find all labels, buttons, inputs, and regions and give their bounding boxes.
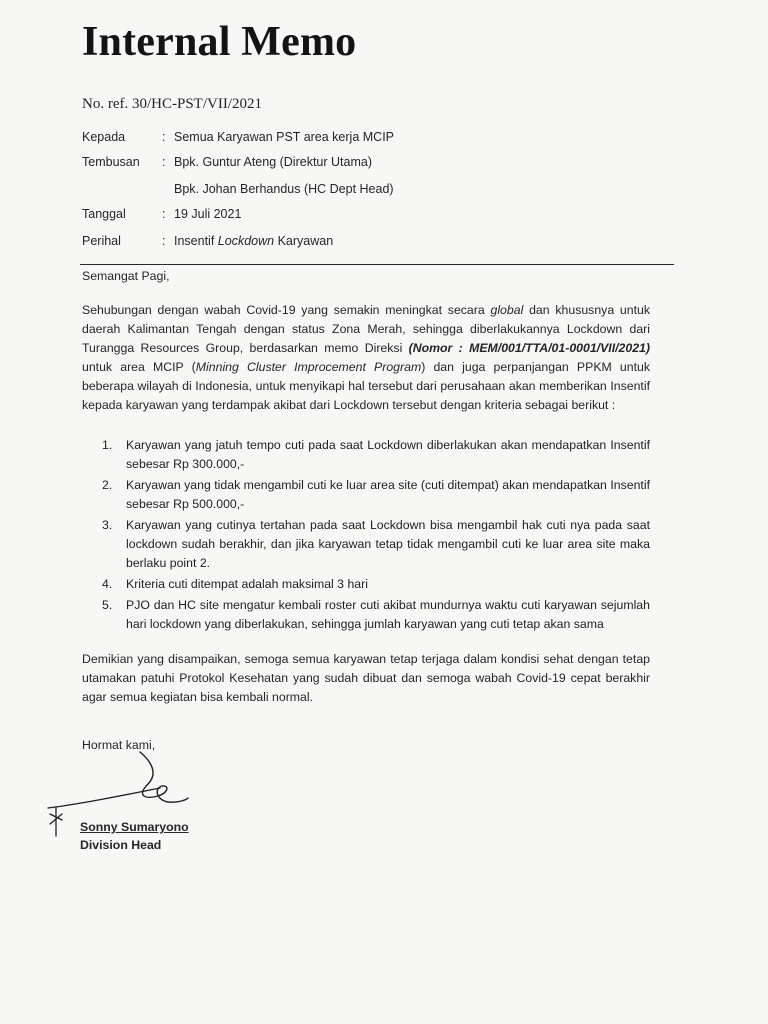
list-item: 5. PJO dan HC site mengatur kembali roster cuti akibat mundurnya waktu cuti karyawan sejumlah hari lockdown yang diberlakukan, sehingga jumlah karyawan yang cuti tetap akan sama bbox=[102, 598, 650, 631]
list-item: 3. Karyawan yang cutinya tertahan pada saat Lockdown bisa mengambil hak cuti nya pada saat lockdown sudah berakhir, dan jika karyawan tetap tidak mengambil cuti ke luar area site maka berlaku point 2. bbox=[102, 518, 650, 570]
meta-value: Semua Karyawan PST area kerja MCIP bbox=[174, 130, 395, 144]
meta-value: Insentif Lockdown Karyawan bbox=[174, 234, 334, 248]
memo-page: Internal Memo No. ref. 30/HC-PST/VII/2021 Kepada : Semua Karyawan PST area kerja MCIP Tembusan : Bpk. Guntur Ateng (Direktur Utama) Bpk. Johan Berhandus (HC Dept Head) Tanggal : 19 Juli 2021 Perihal : Insentif Lockdown Karyawan Semangat Pagi, Sehubungan dengan wabah Covid-19 yang semakin meningkat secara global dan khususnya untuk daerah Kalimantan Tengah dengan status Zona Merah, sehingga diberlakukannya Lockdown dari Turangga Resources Group, berdasarkan memo Direksi (Nomor : MEM/001/TTA/01-0001/VII/2021) untuk area MCIP (Minning Cluster Improcement Program) dan juga perpanjangan PPKM untuk beberapa wilayah di Indonesia, untuk menyikapi hal tersebut dari perusahaan akan memberikan Insentif kepada karyawan yang terdampak akibat dari Lockdown tersebut dengan kriteria sebagai berikut : 1. Karyawan yang jatuh tempo cuti pada saat Lockdown diberlakukan akan mendapatkan Insentif sebesar Rp 300.000,- 2. Karyawan yang tidak mengambil cuti ke luar area site (cuti ditempat) akan mendapatkan Insentif sebesar Rp 500.000,- 3. Karyawan yang cutinya tertahan pada saat Lockdown bisa mengambil hak cuti nya pada saat lockdown sudah berakhir, dan jika karyawan tetap tidak mengambil cuti ke luar area site maka berlaku point 2. 4. Kriteria cuti ditempat adalah maksimal 3 hari 5. PJO dan HC site mengatur kembali roster cuti akibat mundurnya waktu cuti karyawan sejumlah hari lockdown yang diberlakukan, sehingga jumlah karyawan yang cuti tetap akan sama Demikian yang disampaikan, semoga semua karyawan tetap terjaga dalam kondisi sehat dengan tetap utamakan patuhi Protokol Kesehatan yang sudah dibuat dan semoga wabah Covid-19 cepat berakhir agar semua kegiatan bisa kembali normal. Hormat kami, Sonny Sumaryono Division Head bbox=[0, 0, 768, 1024]
header-divider bbox=[80, 264, 674, 265]
greeting: Semangat Pagi, bbox=[82, 269, 170, 283]
criteria-list bbox=[82, 436, 650, 634]
meta-label: Tembusan bbox=[82, 155, 140, 169]
closing-paragraph: Demikian yang disampaikan, semoga semua karyawan tetap terjaga dalam kondisi sehat dengan tetap utamakan patuhi Protokol Kesehatan yang sudah dibuat dan semoga wabah Covid-19 cepat berakhir agar semua kegiatan bisa kembali normal. bbox=[82, 652, 650, 704]
meta-value: Bpk. Guntur Ateng (Direktur Utama) bbox=[174, 155, 372, 169]
meta-label: Kepada bbox=[82, 130, 126, 144]
signer-title: Division Head bbox=[80, 838, 162, 852]
intro-paragraph: Sehubungan dengan wabah Covid-19 yang semakin meningkat secara global dan khususnya untuk daerah Kalimantan Tengah dengan status Zona Merah, sehingga diberlakukannya Lockdown dari Turangga Resources Group, berdasarkan memo Direksi (Nomor : MEM/001/TTA/01-0001/VII/2021) untuk area MCIP (Minning Cluster Improcement Program) dan juga perpanjangan PPKM untuk beberapa wilayah di Indonesia, untuk menyikapi hal tersebut dari perusahaan akan memberikan Insentif kepada karyawan yang terdampak akibat dari Lockdown tersebut dengan kriteria sebagai berikut : bbox=[82, 303, 651, 412]
memo-reference-number: No. ref. 30/HC-PST/VII/2021 bbox=[82, 96, 262, 112]
meta-label: Perihal bbox=[82, 234, 121, 248]
list-item: 2. Karyawan yang tidak mengambil cuti ke luar area site (cuti ditempat) akan mendapatkan Insentif sebesar Rp 500.000,- bbox=[102, 478, 650, 511]
closing-salutation: Hormat kami, bbox=[82, 738, 156, 752]
signer-name: Sonny Sumaryono bbox=[80, 820, 189, 834]
list-item: 4. Kriteria cuti ditempat adalah maksimal 3 hari bbox=[102, 577, 368, 591]
list-item: 1. Karyawan yang jatuh tempo cuti pada saat Lockdown diberlakukan akan mendapatkan Insentif sebesar Rp 300.000,- bbox=[102, 438, 650, 471]
memo-title: Internal Memo bbox=[82, 19, 357, 65]
meta-value: Bpk. Johan Berhandus (HC Dept Head) bbox=[174, 182, 394, 196]
meta-label: Tanggal bbox=[82, 207, 126, 221]
meta-value: 19 Juli 2021 bbox=[174, 207, 242, 221]
